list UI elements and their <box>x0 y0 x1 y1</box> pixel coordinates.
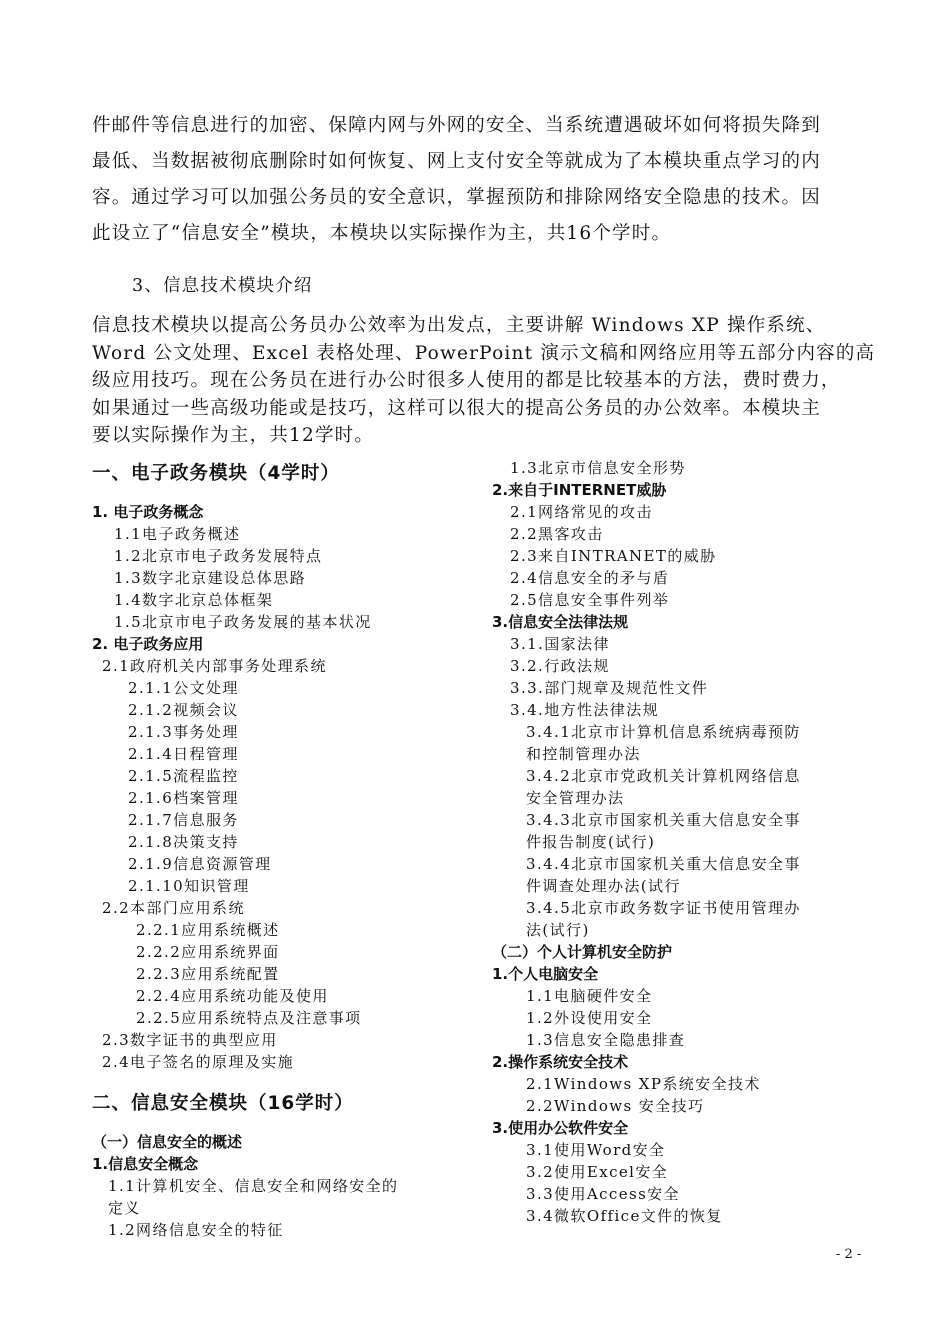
list-item: 3.2使用Excel安全 <box>526 1163 669 1181</box>
section-heading: 2.操作系统安全技术 <box>492 1053 629 1071</box>
list-item: 2.1.8决策支持 <box>128 833 239 851</box>
text-line: 要以实际操作为主，共12学时。 <box>92 425 375 446</box>
section-heading: 1. 电子政务概念 <box>92 503 204 521</box>
text-line: 如果通过一些高级功能或是技巧，这样可以很大的提高公务员的办公效率。本模块主 <box>92 397 821 419</box>
list-item: 2.2本部门应用系统 <box>102 899 245 917</box>
list-item: 3.4.1北京市计算机信息系统病毒预防 <box>526 723 801 741</box>
list-item: 2.1Windows XP系统安全技术 <box>526 1075 761 1093</box>
list-item: 2.2.4应用系统功能及使用 <box>136 987 329 1005</box>
list-item: 2.1网络常见的攻击 <box>510 503 653 521</box>
list-item: 2.2Windows 安全技巧 <box>526 1097 705 1115</box>
list-item: 3.4.地方性法律法规 <box>510 701 660 719</box>
list-item: 1.2外设使用安全 <box>526 1009 653 1027</box>
list-item-continuation: 法(试行) <box>526 921 590 939</box>
text-line: 件邮件等信息进行的加密、保障内网与外网的安全、当系统遭遇破坏如何将损失降到 <box>92 115 821 136</box>
list-item: 2.2黑客攻击 <box>510 525 604 543</box>
list-item: 1.1计算机安全、信息安全和网络安全的 <box>108 1177 399 1195</box>
text-line: 信息技术模块以提高公务员办公效率为出发点，主要讲解 Windows XP 操作系统、 <box>92 315 826 336</box>
section-heading: 3.使用办公软件安全 <box>492 1119 629 1137</box>
list-item: 3.2.行政法规 <box>510 657 610 675</box>
section-heading: 3、信息技术模块介绍 <box>132 276 313 296</box>
list-item: 2.1.2视频会议 <box>128 701 239 719</box>
list-item: 1.2北京市电子政务发展特点 <box>114 547 323 565</box>
list-item: 2.1.1公文处理 <box>128 679 239 697</box>
left-column <box>92 457 482 1241</box>
list-item: 3.4.4北京市国家机关重大信息安全事 <box>526 855 801 873</box>
list-item: 3.4.5北京市政务数字证书使用管理办 <box>526 899 801 917</box>
list-item: 3.1.国家法律 <box>510 635 610 653</box>
list-item: 1.3数字北京建设总体思路 <box>114 569 307 587</box>
list-item-continuation: 件报告制度(试行) <box>526 833 656 851</box>
section-heading: 1.信息安全概念 <box>92 1155 199 1173</box>
section-heading: 1.个人电脑安全 <box>492 965 599 983</box>
module-title-infosec: 二、信息安全模块（16学时） <box>92 1093 354 1114</box>
list-item: 1.3北京市信息安全形势 <box>510 459 686 477</box>
list-item: 2.1.10知识管理 <box>128 877 250 895</box>
list-item: 2.2.5应用系统特点及注意事项 <box>136 1009 362 1027</box>
list-item: 3.4微软Office文件的恢复 <box>526 1207 723 1225</box>
list-item: 2.4信息安全的矛与盾 <box>510 569 670 587</box>
list-item: 2.2.1应用系统概述 <box>136 921 280 939</box>
text-line: 最低、当数据被彻底删除时如何恢复、网上支付安全等就成为了本模块重点学习的内 <box>92 151 821 172</box>
intro-heading-block <box>92 268 864 304</box>
list-item: 2.1.3事务处理 <box>128 723 239 741</box>
list-item: 2.1政府机关内部事务处理系统 <box>102 657 327 675</box>
intro-paragraph-1 <box>92 108 864 252</box>
text-line: 级应用技巧。现在公务员在进行办公时很多人使用的都是比较基本的方法，费时费力， <box>92 370 841 391</box>
text-line: 容。通过学习可以加强公务员的安全意识，掌握预防和排除网络安全隐患的技术。因 <box>92 187 821 208</box>
section-heading: 3.信息安全法律法规 <box>492 613 629 631</box>
list-item: 1.2网络信息安全的特征 <box>108 1221 284 1239</box>
list-item: 2.4电子签名的原理及实施 <box>102 1053 295 1071</box>
list-item: 3.3.部门规章及规范性文件 <box>510 679 709 697</box>
list-item: 1.4数字北京总体框架 <box>114 591 274 609</box>
section-heading: 2. 电子政务应用 <box>92 635 204 653</box>
list-item-continuation: 和控制管理办法 <box>526 745 641 763</box>
list-item: 3.4.2北京市党政机关计算机网络信息 <box>526 767 801 785</box>
text-line: 此设立了“信息安全”模块，本模块以实际操作为主，共16个学时。 <box>92 223 672 244</box>
list-item: 3.4.3北京市国家机关重大信息安全事 <box>526 811 801 829</box>
list-item-continuation: 定义 <box>108 1199 141 1217</box>
section-heading: 2.来自于INTERNET威胁 <box>492 481 667 499</box>
list-item: 2.1.7信息服务 <box>128 811 239 829</box>
text-line: Word 公文处理、Excel 表格处理、PowerPoint 演示文稿和网络应用等五部分内容的高 <box>92 342 876 364</box>
list-item-continuation: 件调查处理办法(试行 <box>526 877 681 895</box>
subsection-heading: （一）信息安全的概述 <box>92 1133 243 1151</box>
list-item: 1.1电脑硬件安全 <box>526 987 653 1005</box>
list-item: 3.3使用Access安全 <box>526 1185 680 1203</box>
list-item: 3.1使用Word安全 <box>526 1141 666 1159</box>
subsection-heading: （二）个人计算机安全防护 <box>492 943 673 961</box>
right-column <box>492 457 902 1227</box>
list-item: 2.3来自INTRANET的威胁 <box>510 547 717 565</box>
list-item: 1.3信息安全隐患排查 <box>526 1031 686 1049</box>
module-title-egov: 一、电子政务模块（4学时） <box>92 463 340 484</box>
list-item: 2.3数字证书的典型应用 <box>102 1031 278 1049</box>
list-item: 1.1电子政务概述 <box>114 525 241 543</box>
list-item: 2.1.9信息资源管理 <box>128 855 272 873</box>
list-item: 2.2.2应用系统界面 <box>136 943 280 961</box>
list-item: 2.2.3应用系统配置 <box>136 965 280 983</box>
list-item: 2.1.5流程监控 <box>128 767 239 785</box>
page-number: - 2 - <box>836 1247 862 1262</box>
list-item: 1.5北京市电子政务发展的基本状况 <box>114 613 372 631</box>
list-item: 2.1.6档案管理 <box>128 789 239 807</box>
list-item: 2.5信息安全事件列举 <box>510 591 670 609</box>
list-item: 2.1.4日程管理 <box>128 745 239 763</box>
list-item-continuation: 安全管理办法 <box>526 789 625 807</box>
intro-paragraph-2 <box>92 312 876 450</box>
